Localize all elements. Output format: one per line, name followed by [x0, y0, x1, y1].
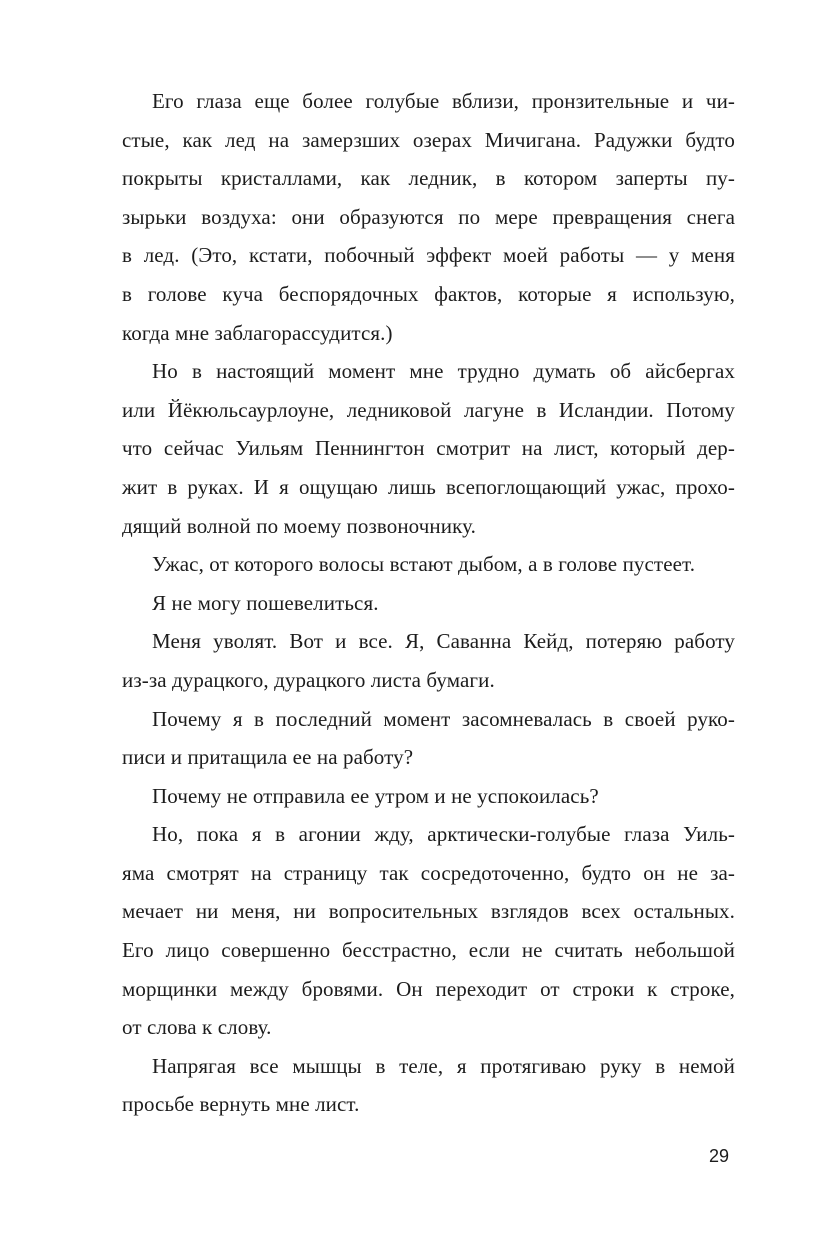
paragraph: [122, 815, 735, 1047]
page-number: 29: [708, 1146, 729, 1166]
paragraph: [122, 584, 735, 623]
text-line: морщинки между бровями. Он переходит от строки к строке,: [122, 976, 735, 1001]
text-line: Но, пока я в агонии жду, арктически-голубые глаза Уиль-: [152, 822, 735, 847]
page-text: [122, 82, 735, 1124]
paragraph: [122, 82, 735, 352]
paragraph: [122, 777, 735, 816]
text-line: просьбе вернуть мне лист.: [122, 1092, 360, 1117]
text-line: в голове куча беспорядочных фактов, которые я использую,: [122, 281, 735, 306]
text-line: покрыты кристаллами, как ледник, в котором заперты пу-: [122, 166, 735, 191]
text-line: яма смотрят на страницу так сосредоточенно, будто он не за-: [122, 860, 735, 885]
paragraph: [122, 545, 735, 584]
text-line: жит в руках. И я ощущаю лишь всепоглощающий ужас, прохо-: [122, 474, 735, 499]
text-line: зырьки воздуха: они образуются по мере превращения снега: [122, 204, 735, 229]
text-line: стые, как лед на замерзших озерах Мичигана. Радужки будто: [122, 127, 735, 152]
text-line: когда мне заблагорассудится.): [122, 320, 393, 345]
text-line: что сейчас Уильям Пеннингтон смотрит на лист, который дер-: [122, 436, 735, 461]
paragraph: [122, 1047, 735, 1124]
text-line: Меня уволят. Вот и все. Я, Саванна Кейд, потеряю работу: [152, 629, 735, 654]
text-line: в лед. (Это, кстати, побочный эффект моей работы — у меня: [122, 243, 735, 268]
text-line: писи и притащила ее на работу?: [122, 745, 414, 770]
paragraph: [122, 700, 735, 777]
text-line: Я не могу пошевелиться.: [152, 590, 379, 615]
paragraph: [122, 622, 735, 699]
text-line: Напрягая все мышцы в теле, я протягиваю руку в немой: [152, 1053, 735, 1078]
text-line: Его глаза еще более голубые вблизи, пронзительные и чи-: [152, 89, 735, 113]
text-line: Почему не отправила ее утром и не успокоилась?: [152, 783, 599, 808]
paragraph: [122, 352, 735, 545]
text-line: или Йёкюльсаурлоуне, ледниковой лагуне в Исландии. Потому: [122, 397, 735, 422]
text-line: мечает ни меня, ни вопросительных взглядов всех остальных.: [122, 899, 735, 924]
text-line: Ужас, от которого волосы встают дыбом, а в голове пустеет.: [152, 552, 696, 577]
text-line: от слова к слову.: [122, 1015, 272, 1040]
text-line: Но в настоящий момент мне трудно думать об айсбергах: [152, 359, 735, 384]
text-line: Его лицо совершенно бесстрастно, если не считать небольшой: [122, 938, 735, 963]
text-line: дящий волной по моему позвоночнику.: [122, 513, 476, 538]
text-line: из-за дурацкого, дурацкого листа бумаги.: [122, 667, 495, 692]
text-line: Почему я в последний момент засомневалась в своей руко-: [152, 706, 735, 731]
